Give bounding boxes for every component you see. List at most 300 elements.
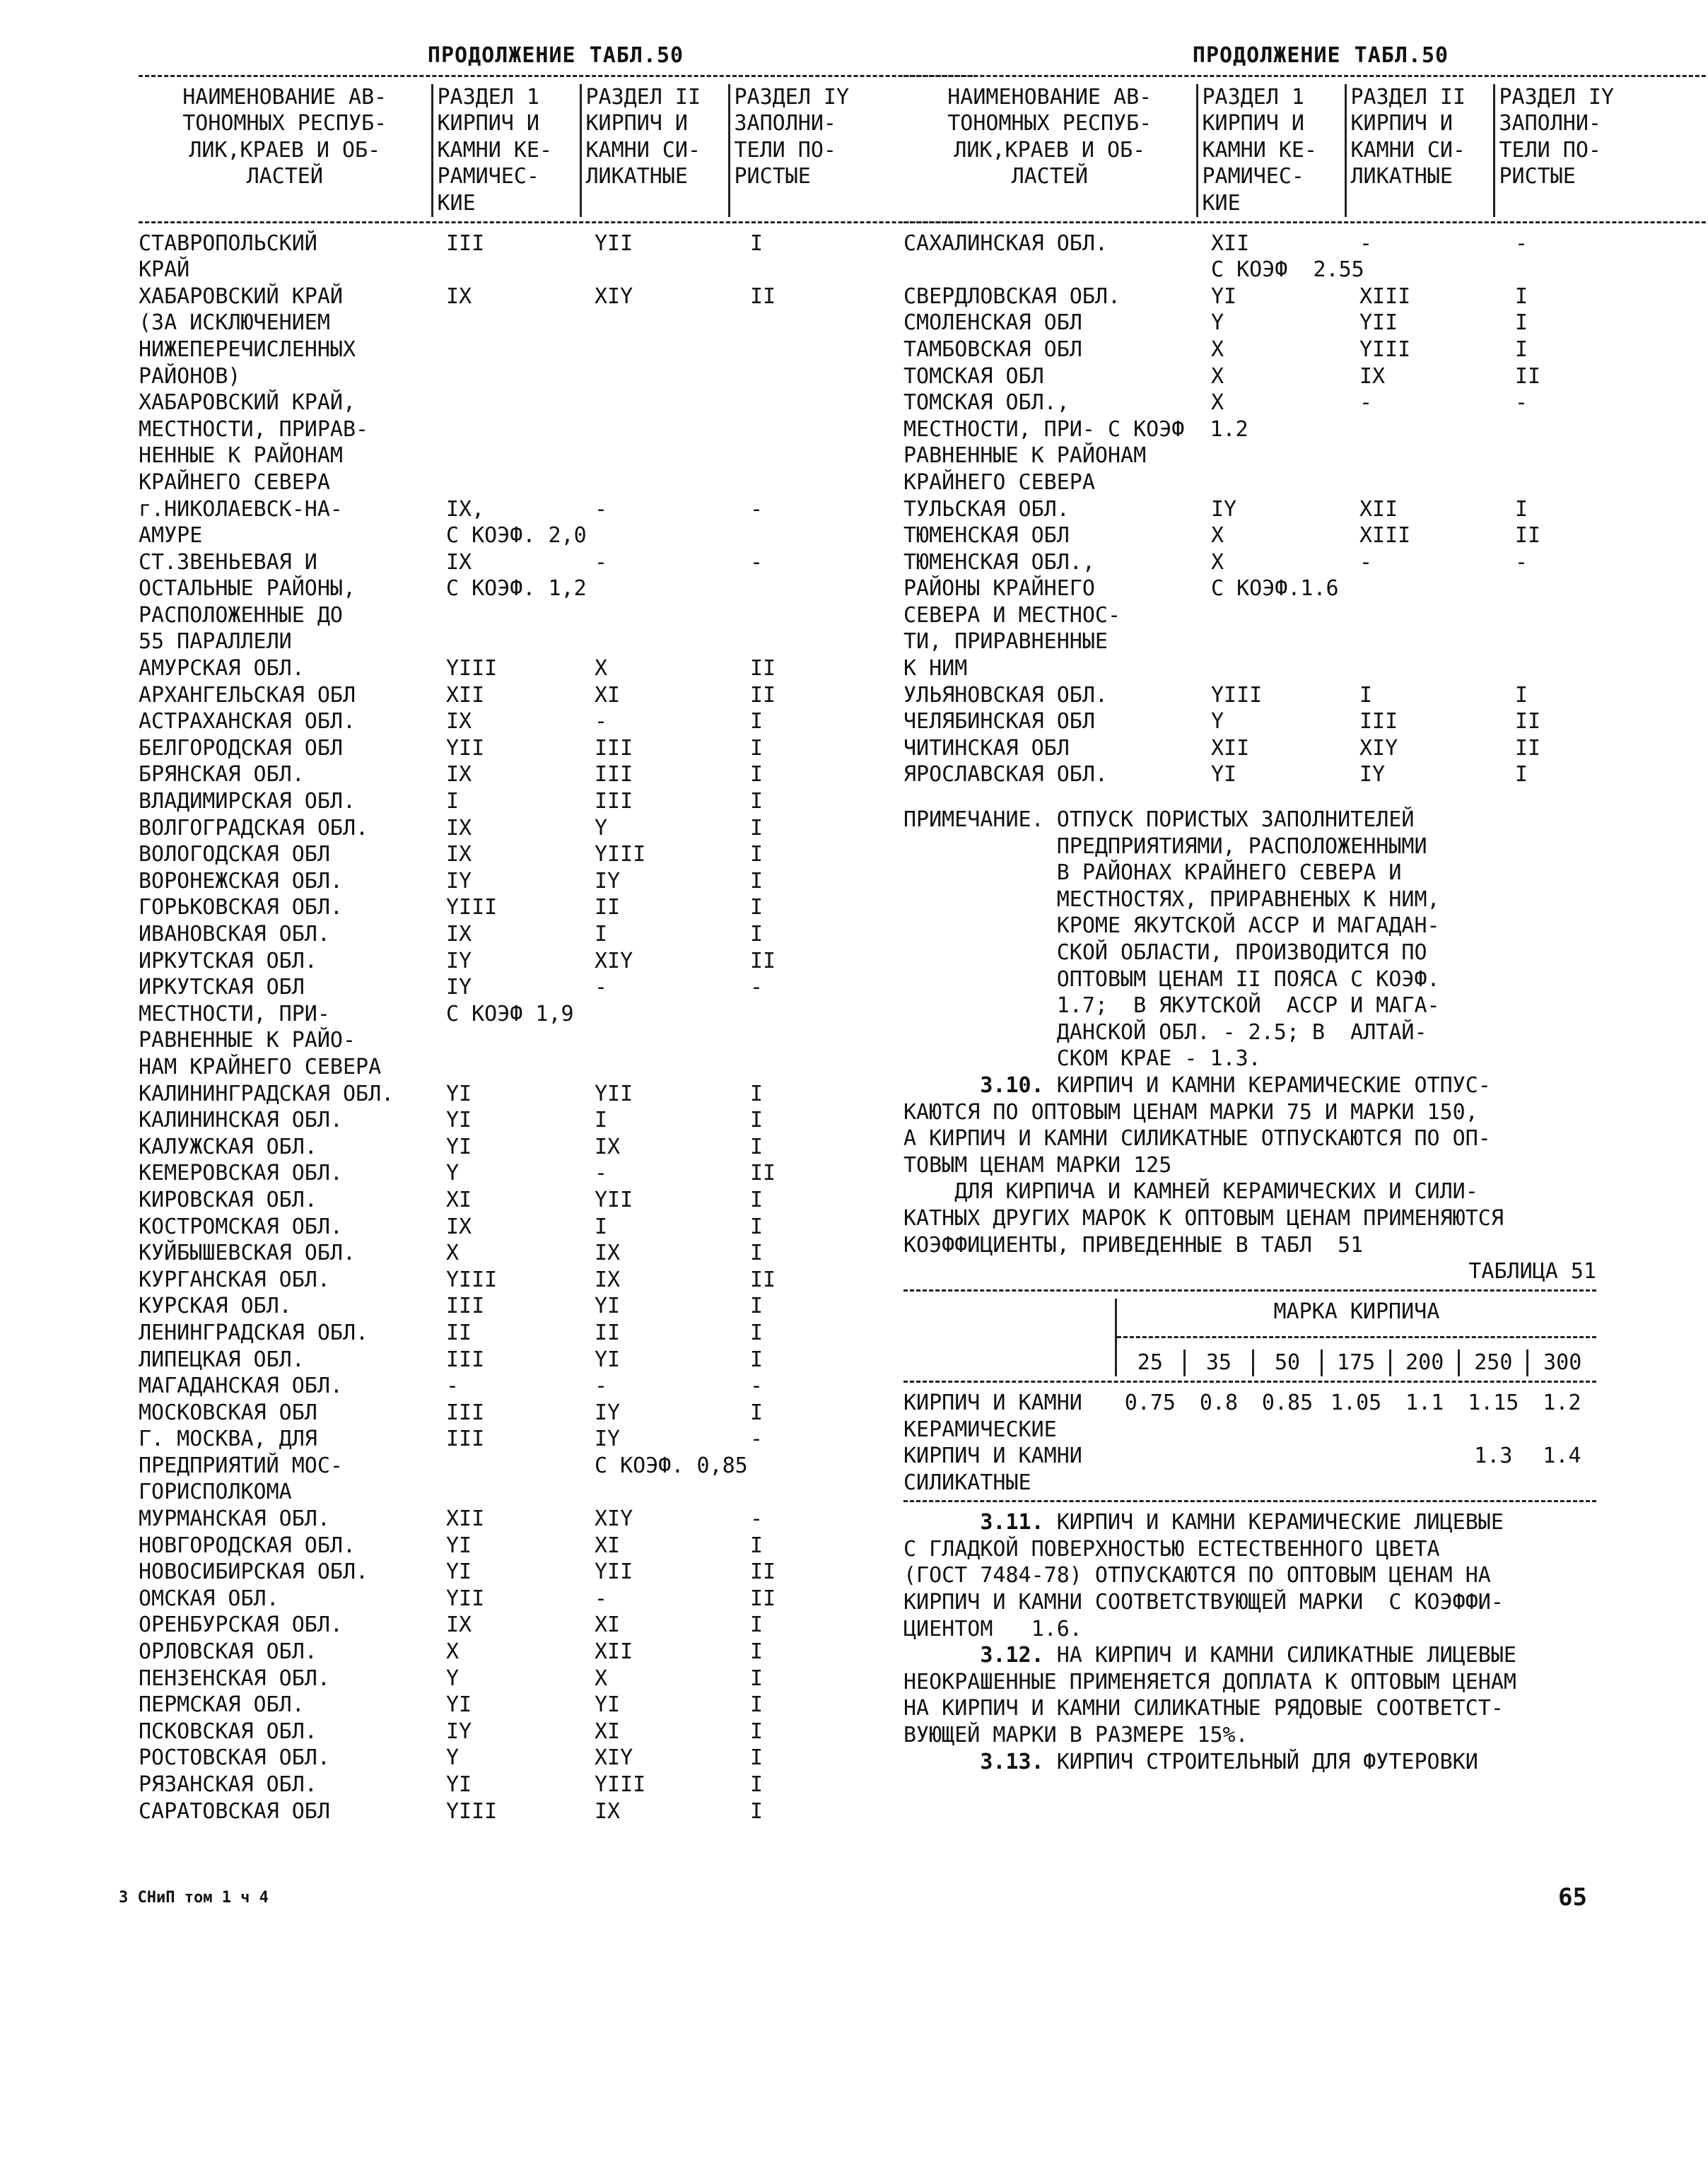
section-1-cell: YIII — [446, 1798, 498, 1824]
table-row — [139, 1506, 831, 1533]
section-4-cell — [1494, 257, 1596, 283]
section-2-cell: IY — [595, 1427, 621, 1452]
region-name-cell: КРАЙНЕГО СЕВЕРА — [139, 469, 330, 495]
section-4-cell: I — [750, 1320, 764, 1345]
section-4-cell: - — [750, 1374, 764, 1399]
table-51-body — [903, 1390, 1596, 1496]
region-name-cell: НЕННЫЕ К РАЙОНАМ — [139, 443, 343, 469]
section-2-cell — [580, 1001, 729, 1028]
section-2-cell — [580, 257, 729, 283]
table-row — [139, 628, 831, 655]
section-4-cell: I — [750, 789, 764, 814]
region-name-cell: ВОЛОГОДСКАЯ ОБЛ — [139, 842, 330, 867]
section-4-cell: - — [1515, 549, 1528, 575]
table-row — [139, 708, 831, 735]
region-name-cell: АМУРЕ — [139, 523, 203, 549]
region-name-cell: НИЖЕПЕРЕЧИСЛЕННЫХ — [139, 336, 356, 362]
section-4-cell — [729, 469, 831, 496]
region-name-cell: МУРМАНСКАЯ ОБЛ. — [139, 1506, 330, 1532]
table-51 — [903, 1299, 1596, 1376]
section-1-cell: III — [446, 1427, 485, 1452]
region-name-cell: ТОМСКАЯ ОБЛ — [903, 363, 1044, 389]
region-name-cell: ТАМБОВСКАЯ ОБЛ — [903, 336, 1082, 362]
section-4-cell: I — [750, 1666, 764, 1691]
table-row — [139, 1240, 831, 1267]
section-2-cell: YII — [1359, 310, 1398, 336]
section-4-cell — [1494, 628, 1596, 655]
region-name-cell: ЧЕЛЯБИНСКАЯ ОБЛ — [903, 709, 1095, 734]
left-table-title: ПРОДОЛЖЕНИЕ ТАБЛ.50 — [427, 43, 684, 68]
t51-value-cell — [1459, 1417, 1528, 1444]
right-column — [903, 42, 1708, 1775]
table-row — [139, 921, 831, 948]
section-1-cell: YII — [446, 735, 485, 761]
region-name-cell: ОРЛОВСКАЯ ОБЛ. — [139, 1639, 317, 1665]
section-2-cell: - — [1359, 390, 1373, 416]
section-1-cell: YIII — [446, 895, 498, 920]
t51-mark-cell: 35 — [1184, 1350, 1253, 1376]
t51-row — [903, 1470, 1596, 1497]
divider — [139, 75, 973, 77]
section-2-cell: XIY — [595, 1506, 633, 1532]
region-name-cell: ПРЕДПРИЯТИЙ МОС- — [139, 1453, 343, 1478]
region-name-cell: ТЮМЕНСКАЯ ОБЛ — [903, 523, 1070, 549]
table-row — [139, 1214, 831, 1241]
section-4-cell: I — [750, 1347, 764, 1372]
section-2-cell: Y — [595, 815, 608, 841]
header-section-2: РАЗДЕЛ II КИРПИЧ И КАМНИ СИ- ЛИКАТНЫЕ — [1345, 84, 1494, 217]
section-1-cell — [1197, 443, 1345, 469]
section-1-cell: YIII — [446, 656, 498, 681]
section-1-cell: YII — [446, 1586, 485, 1611]
section-4-cell: I — [750, 842, 764, 867]
section-2-cell: X — [595, 1666, 608, 1691]
section-1-cell: XII — [1211, 735, 1250, 761]
region-name-cell: САРАТОВСКАЯ ОБЛ — [139, 1798, 330, 1824]
section-4-cell: II — [750, 1559, 776, 1585]
table-row — [903, 735, 1596, 762]
section-4-cell: I — [750, 1241, 764, 1266]
paragraph-3-10: 3.10. КИРПИЧ И КАМНИ КЕРАМИЧЕСКИЕ ОТПУС- КАЮТСЯ ПО ОПТОВЫМ ЦЕНАМ МАРКИ 75 И МАРКИ 150, А КИРПИЧ И КАМНИ СИЛИКАТНЫЕ ОТПУСКАЮТСЯ ПО ОП- ТОВЫМ ЦЕНАМ МАРКИ 125 ДЛЯ КИРПИЧА И КАМНЕЙ КЕРАМИЧЕСКИХ И СИЛИ- КАТНЫХ ДРУГИХ МАРОК К ОПТОВЫМ ЦЕНАМ ПРИМЕНЯЮТСЯ КОЭФФИЦИЕНТЫ, ПРИВЕДЕННЫЕ В ТАБЛ 51 — [903, 1072, 1504, 1258]
divider — [903, 1500, 1596, 1502]
table-row — [139, 1559, 831, 1586]
section-2-cell — [580, 469, 729, 496]
section-1-cell: Y — [446, 1745, 460, 1771]
section-1-cell: IY — [446, 948, 472, 973]
section-4-cell: I — [750, 1798, 764, 1824]
section-4-cell: - — [1515, 230, 1528, 256]
region-name-cell: ТУЛЬСКАЯ ОБЛ. — [903, 496, 1070, 522]
section-1-cell: X — [1211, 549, 1224, 575]
region-name-cell: ПСКОВСКАЯ ОБЛ. — [139, 1719, 317, 1744]
region-name-cell: ЧИТИНСКАЯ ОБЛ — [903, 735, 1070, 761]
section-4-cell: II — [1515, 523, 1541, 549]
section-1-cell: IX — [446, 1214, 472, 1239]
region-name-cell: ВОРОНЕЖСКАЯ ОБЛ. — [139, 868, 343, 894]
region-name-cell: СЕВЕРА И МЕСТНОС- — [903, 602, 1121, 628]
section-2-cell: XIY — [1359, 735, 1398, 761]
section-1-cell: IY — [446, 975, 472, 1000]
section-1-cell: IX — [446, 709, 472, 734]
section-1-cell: С КОЭФ 2.55 — [1211, 257, 1364, 283]
section-2-cell: IX — [595, 1134, 621, 1159]
divider — [903, 1289, 1596, 1292]
table-row — [139, 336, 831, 363]
t51-value-cell — [1253, 1417, 1321, 1444]
table-row — [139, 1745, 831, 1772]
t51-value-cell — [1184, 1417, 1253, 1444]
section-1-cell: IX — [446, 922, 472, 947]
table-row — [903, 602, 1596, 629]
section-1-cell: III — [446, 1400, 485, 1425]
section-1-cell: YI — [446, 1134, 472, 1159]
table-row — [139, 1479, 831, 1506]
table-row — [139, 1639, 831, 1666]
region-name-cell: УЛЬЯНОВСКАЯ ОБЛ. — [903, 682, 1108, 708]
region-name-cell: ИРКУТСКАЯ ОБЛ — [139, 975, 305, 1000]
t51-value-cell: 1.15 — [1468, 1390, 1519, 1415]
section-2-cell: XIY — [595, 283, 633, 309]
section-4-cell — [729, 416, 831, 443]
divider — [903, 221, 1708, 223]
table-row — [139, 1692, 831, 1719]
section-2-cell: YIII — [1359, 336, 1411, 362]
region-name-cell: ХАБАРОВСКИЙ КРАЙ, — [139, 390, 356, 416]
region-name-cell: БРЯНСКАЯ ОБЛ. — [139, 762, 305, 788]
table-row — [903, 310, 1596, 336]
region-name-cell: РАВНЕННЫЕ К РАЙО- — [139, 1028, 356, 1053]
region-name-cell: ВОЛГОГРАДСКАЯ ОБЛ. — [139, 815, 369, 841]
section-4-cell: I — [750, 1719, 764, 1744]
section-1-cell — [432, 1453, 580, 1480]
table-row — [139, 602, 831, 629]
table-row — [139, 761, 831, 788]
t51-value-cell — [1391, 1417, 1459, 1444]
section-1-cell: IX — [446, 283, 472, 309]
section-1-cell — [432, 363, 580, 390]
section-2-cell: IX — [595, 1241, 621, 1266]
region-name-cell: КУРСКАЯ ОБЛ. — [139, 1294, 292, 1319]
section-4-cell — [1494, 602, 1596, 629]
section-2-cell: I — [595, 1108, 608, 1133]
section-4-cell: I — [750, 1214, 764, 1239]
region-name-cell — [903, 257, 1197, 283]
t51-value-cell — [1322, 1470, 1391, 1497]
t51-value-cell — [1459, 1470, 1528, 1497]
region-name-cell: НАМ КРАЙНЕГО СЕВЕРА — [139, 1054, 382, 1079]
table-row — [139, 788, 831, 815]
t51-value-cell — [1253, 1443, 1321, 1470]
table-row — [139, 496, 831, 523]
section-1-cell — [432, 602, 580, 629]
region-name-cell: г.НИКОЛАЕВСК-НА- — [139, 496, 343, 522]
section-4-cell: I — [750, 1134, 764, 1159]
section-2-cell: XII — [1359, 496, 1398, 522]
t51-value-cell — [1391, 1443, 1459, 1470]
table-row — [139, 1267, 831, 1294]
section-4-cell — [729, 628, 831, 655]
section-1-cell: XI — [446, 1187, 472, 1212]
section-2-cell: XI — [595, 1612, 621, 1638]
table-row — [903, 257, 1596, 283]
section-4-cell: - — [750, 1427, 764, 1452]
section-2-cell — [580, 336, 729, 363]
table-row — [903, 416, 1596, 443]
section-4-cell: - — [750, 975, 764, 1000]
section-2-cell — [580, 363, 729, 390]
section-1-cell: IX, — [446, 496, 485, 522]
section-2-cell — [580, 310, 729, 336]
paragraph-3-11: 3.11. КИРПИЧ И КАМНИ КЕРАМИЧЕСКИЕ ЛИЦЕВЫЕ С ГЛАДКОЙ ПОВЕРХНОСТЬЮ ЕСТЕСТВЕННОГО ЦВЕТА (ГОСТ 7484-78) ОТПУСКАЮТСЯ ПО ОПТОВЫМ ЦЕНАМ НА КИРПИЧ И КАМНИ СООТВЕТСТВУЮЩЕЙ МАРКИ С КОЭФФИ- ЦИЕНТОМ 1.6. — [903, 1510, 1504, 1641]
t51-value-cell — [1528, 1417, 1596, 1444]
section-2-cell: IX — [595, 1798, 621, 1824]
section-2-cell: XIII — [1359, 523, 1411, 549]
t51-value-cell — [1253, 1470, 1321, 1497]
table-row — [139, 1426, 831, 1453]
section-2-cell: YI — [595, 1692, 621, 1718]
section-4-cell: I — [1515, 283, 1528, 309]
right-table-header — [903, 84, 1615, 217]
table-row — [139, 1001, 831, 1028]
table-row — [903, 549, 1596, 576]
t51-value-cell — [1116, 1443, 1184, 1470]
t51-value-cell: 0.8 — [1199, 1390, 1239, 1415]
region-name-cell: МЕСТНОСТИ, ПРИРАВ- — [139, 416, 369, 442]
section-2-cell: - — [595, 549, 608, 575]
section-2-cell: YI — [595, 1347, 621, 1372]
section-1-cell: I — [446, 789, 460, 814]
section-4-cell: II — [750, 1586, 776, 1611]
t51-row — [903, 1443, 1596, 1470]
section-2-cell: IY — [1359, 762, 1386, 788]
table-row — [139, 841, 831, 868]
section-2-cell — [1345, 575, 1494, 602]
section-1-cell: YI — [1211, 762, 1237, 788]
section-4-cell: I — [750, 1745, 764, 1771]
divider — [903, 75, 1708, 77]
section-4-cell: I — [750, 1533, 764, 1558]
section-2-cell: XIY — [595, 948, 633, 973]
section-2-cell — [1345, 628, 1494, 655]
t51-mark-cell: 200 — [1391, 1350, 1459, 1376]
table-row — [903, 469, 1596, 496]
section-4-cell: I — [1515, 336, 1528, 362]
section-4-cell: II — [1515, 363, 1541, 389]
region-name-cell: КУЙБЫШЕВСКАЯ ОБЛ. — [139, 1241, 356, 1266]
region-name-cell: СМОЛЕНСКАЯ ОБЛ — [903, 310, 1082, 336]
section-4-cell — [729, 1027, 831, 1054]
footer-source: 3 СНиП том 1 ч 4 — [119, 1889, 269, 1907]
region-name-cell: ТЮМЕНСКАЯ ОБЛ., — [903, 549, 1095, 575]
region-name-cell: РОСТОВСКАЯ ОБЛ. — [139, 1745, 330, 1771]
t51-value-cell: 1.4 — [1543, 1444, 1581, 1469]
section-1-cell: YI — [446, 1692, 472, 1718]
section-2-cell — [580, 390, 729, 416]
section-2-cell — [580, 1027, 729, 1054]
divider — [903, 1381, 1596, 1383]
section-1-cell: - — [446, 1374, 460, 1399]
region-name-cell: СВЕРДЛОВСКАЯ ОБЛ. — [903, 283, 1121, 309]
section-1-cell — [432, 416, 580, 443]
section-2-cell — [580, 443, 729, 469]
left-column — [139, 42, 973, 1825]
section-2-cell: XII — [595, 1639, 633, 1665]
section-4-cell: I — [750, 735, 764, 761]
section-1-cell — [432, 443, 580, 469]
section-4-cell: I — [750, 895, 764, 920]
section-4-cell — [729, 257, 831, 283]
region-name-cell: РАЙОНОВ) — [139, 363, 241, 389]
table-row — [903, 761, 1596, 788]
section-4-cell: - — [1515, 390, 1528, 416]
section-4-cell: I — [750, 1692, 764, 1718]
region-name-cell: ТИ, ПРИРАВНЕННЫЕ — [903, 629, 1108, 655]
section-1-cell: XII — [1211, 230, 1250, 256]
section-4-cell — [729, 1054, 831, 1081]
section-2-cell — [1345, 602, 1494, 629]
section-1-cell: Y — [1211, 709, 1224, 734]
t51-row — [903, 1417, 1596, 1444]
t51-row-name: КИРПИЧ И КАМНИ — [903, 1444, 1082, 1469]
table-row — [139, 1347, 831, 1374]
table-row — [139, 310, 831, 336]
section-1-cell — [432, 336, 580, 363]
table-row — [139, 1586, 831, 1612]
table-row — [139, 948, 831, 975]
section-2-cell: YII — [595, 1081, 633, 1106]
region-name-cell: ЛИПЕЦКАЯ ОБЛ. — [139, 1347, 305, 1372]
region-name-cell: КАЛУЖСКАЯ ОБЛ. — [139, 1134, 317, 1159]
section-1-cell: II — [446, 1320, 472, 1345]
region-name-cell: МЕСТНОСТИ, ПРИ- С КОЭФ 1.2 — [903, 416, 1248, 442]
region-name-cell: КРАЙ — [139, 257, 190, 283]
t51-value-cell — [1116, 1470, 1184, 1497]
table-51-caption: ТАБЛИЦА 51 — [1468, 1259, 1596, 1284]
section-4-cell — [729, 1001, 831, 1028]
table-row — [903, 390, 1596, 416]
table-row — [903, 336, 1596, 363]
region-name-cell: КЕМЕРОВСКАЯ ОБЛ. — [139, 1161, 343, 1186]
region-name-cell: АСТРАХАНСКАЯ ОБЛ. — [139, 709, 356, 734]
region-name-cell: ГОРЬКОВСКАЯ ОБЛ. — [139, 895, 343, 920]
region-name-cell: РАСПОЛОЖЕННЫЕ ДО — [139, 602, 343, 628]
t51-value-cell — [1322, 1417, 1391, 1444]
section-2-cell: III — [1359, 709, 1398, 734]
section-4-cell — [729, 443, 831, 469]
table-row — [139, 1533, 831, 1559]
t51-mark-cell: 300 — [1528, 1350, 1596, 1376]
section-4-cell: II — [750, 682, 776, 708]
section-1-cell: С КОЭФ.1.6 — [1211, 576, 1339, 602]
section-4-cell — [1494, 469, 1596, 496]
table-row — [139, 1081, 831, 1108]
section-1-cell: С КОЭФ. 1,2 — [446, 576, 587, 602]
section-1-cell: IX — [446, 1612, 472, 1638]
page-number: 65 — [1558, 1883, 1587, 1912]
section-2-cell — [1345, 443, 1494, 469]
region-name-cell: ИВАНОВСКАЯ ОБЛ. — [139, 922, 330, 947]
section-2-cell: - — [595, 1161, 608, 1186]
table-row — [903, 283, 1596, 310]
section-1-cell: III — [446, 230, 485, 256]
section-4-cell: I — [750, 1187, 764, 1212]
region-name-cell: МАГАДАНСКАЯ ОБЛ. — [139, 1374, 343, 1399]
region-name-cell: САХАЛИНСКАЯ ОБЛ. — [903, 230, 1108, 256]
table-row — [139, 655, 831, 682]
table-row — [903, 363, 1596, 390]
section-1-cell: X — [1211, 523, 1224, 549]
table-row — [139, 443, 831, 469]
section-1-cell: IY — [446, 868, 472, 894]
t51-group-header: МАРКА КИРПИЧА — [1116, 1299, 1596, 1325]
section-2-cell: XIY — [595, 1745, 633, 1771]
header-name-col: НАИМЕНОВАНИЕ АВ- ТОНОМНЫХ РЕСПУБ- ЛИК,КРАЕВ И ОБ- ЛАСТЕЙ — [182, 84, 387, 189]
left-table-header — [139, 84, 850, 217]
table-row — [139, 735, 831, 762]
section-2-cell: III — [595, 735, 633, 761]
table-row — [139, 390, 831, 416]
section-4-cell — [729, 602, 831, 629]
table-row — [139, 1107, 831, 1134]
section-4-cell: I — [1515, 762, 1528, 788]
section-2-cell: YIII — [595, 842, 646, 867]
region-name-cell: СТ.ЗВЕНЬЕВАЯ И — [139, 549, 317, 575]
region-name-cell: ТОМСКАЯ ОБЛ., — [903, 390, 1070, 416]
table-row — [139, 469, 831, 496]
paragraph-3-13: 3.13. КИРПИЧ СТРОИТЕЛЬНЫЙ ДЛЯ ФУТЕРОВКИ — [980, 1749, 1478, 1774]
section-1-cell — [432, 628, 580, 655]
t51-value-cell: 1.3 — [1474, 1444, 1513, 1469]
section-2-cell: YII — [595, 230, 633, 256]
section-1-cell — [432, 1027, 580, 1054]
section-4-cell: I — [750, 1108, 764, 1133]
section-1-cell — [1197, 628, 1345, 655]
table-row — [903, 496, 1596, 523]
section-2-cell: XI — [595, 682, 621, 708]
region-name-cell: БЕЛГОРОДСКАЯ ОБЛ — [139, 735, 343, 761]
section-4-cell — [729, 522, 831, 549]
table-row — [139, 1453, 831, 1480]
section-2-cell: XI — [595, 1719, 621, 1744]
t51-value-cell: 0.85 — [1261, 1390, 1314, 1415]
region-name-cell: КРАЙНЕГО СЕВЕРА — [903, 469, 1095, 495]
table-row — [139, 1293, 831, 1320]
section-4-cell: I — [750, 1639, 764, 1665]
section-2-cell: X — [595, 656, 608, 681]
section-1-cell — [432, 1054, 580, 1081]
section-1-cell: III — [446, 1347, 485, 1372]
table-row — [139, 230, 831, 257]
section-4-cell: I — [1515, 496, 1528, 522]
table-row — [139, 522, 831, 549]
section-1-cell: XII — [446, 682, 485, 708]
section-4-cell: II — [1515, 709, 1541, 734]
t51-value-cell — [1528, 1470, 1596, 1497]
section-2-cell: YII — [595, 1559, 633, 1585]
t51-value-cell: 1.1 — [1405, 1390, 1444, 1415]
section-2-cell: I — [595, 922, 608, 947]
section-2-cell — [580, 628, 729, 655]
section-1-cell: YI — [1211, 283, 1237, 309]
region-name-cell: ЛЕНИНГРАДСКАЯ ОБЛ. — [139, 1320, 369, 1345]
region-name-cell: ОСТАЛЬНЫЕ РАЙОНЫ, — [139, 576, 356, 602]
region-name-cell: ХАБАРОВСКИЙ КРАЙ — [139, 283, 343, 309]
section-1-cell — [1197, 469, 1345, 496]
table-row — [139, 549, 831, 576]
t51-row — [903, 1390, 1596, 1417]
section-1-cell — [1197, 655, 1345, 682]
t51-marks-row — [903, 1350, 1596, 1376]
